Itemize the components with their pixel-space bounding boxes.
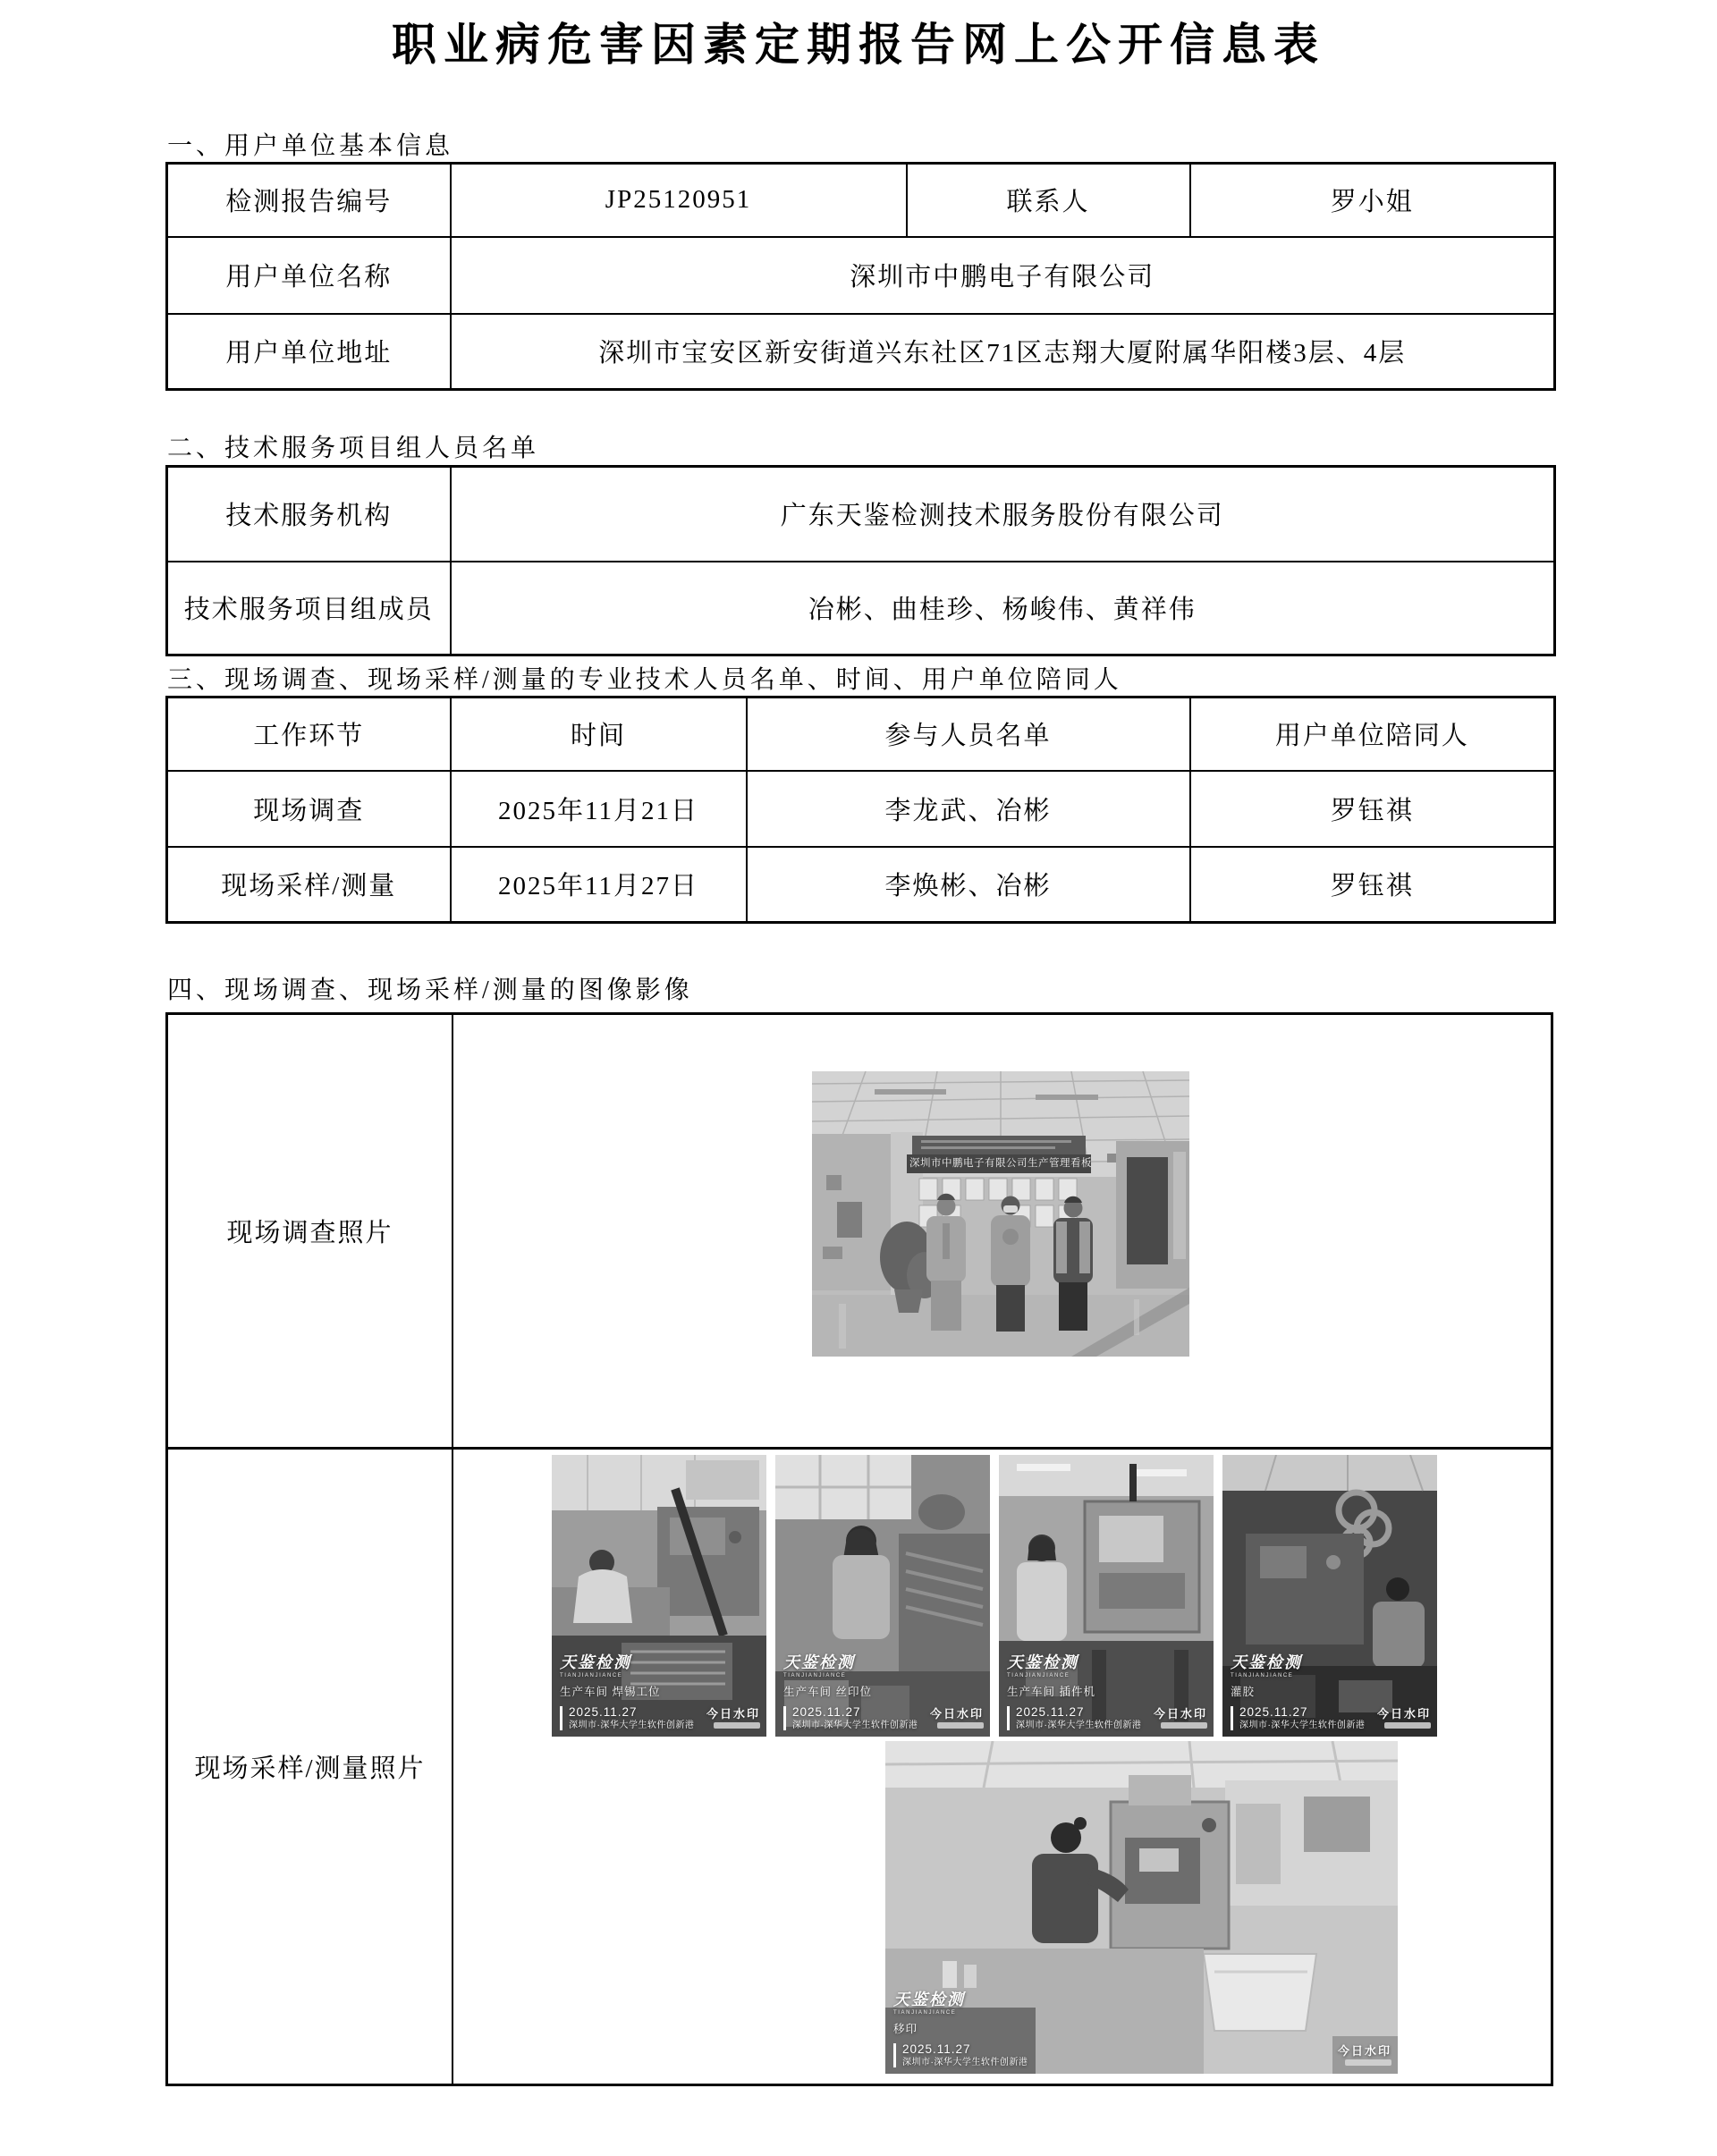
sampling-photo-cell xyxy=(453,1450,1551,2084)
service-team-table xyxy=(165,465,1556,656)
report-no-value: JP25120951 xyxy=(451,164,907,237)
corner-watermark xyxy=(1338,2045,1391,2066)
watermark-location: 深圳市·深华大学生软件创新港 xyxy=(1016,1721,1142,1730)
watermark xyxy=(1007,1654,1141,1730)
survey-photo-banner-text: 深圳市中鹏电子有限公司生产管理看板 xyxy=(909,1158,1092,1169)
watermark-date: 2025.11.27 xyxy=(1239,1704,1308,1719)
contact-value: 罗小姐 xyxy=(1190,164,1555,237)
watermark-location: 深圳市·深华大学生软件创新港 xyxy=(569,1721,695,1730)
corner-watermark-subline xyxy=(1384,1722,1431,1729)
corner-watermark-logo: 今日水印 xyxy=(1337,2044,1391,2058)
contact-label: 联系人 xyxy=(907,164,1190,237)
watermark-logo: 天鉴检测 xyxy=(560,1653,631,1671)
survey-photo-scene xyxy=(812,1071,1189,1357)
corner-watermark-subline xyxy=(1345,2059,1391,2066)
fieldwork-table xyxy=(165,696,1556,924)
header-escort: 用户单位陪同人 xyxy=(1190,698,1555,771)
watermark-logo-sub: TIANJIANJIANCE xyxy=(1007,1673,1070,1678)
watermark-logo: 天鉴检测 xyxy=(1007,1653,1078,1671)
header-people: 参与人员名单 xyxy=(747,698,1190,771)
row2-people: 李焕彬、冶彬 xyxy=(747,847,1190,923)
photo-table xyxy=(165,1012,1553,2086)
watermark-logo-sub: TIANJIANJIANCE xyxy=(560,1673,623,1678)
row1-date: 2025年11月21日 xyxy=(451,771,747,847)
watermark-caption: 生产车间 丝印位 xyxy=(783,1686,872,1698)
watermark-dateblock xyxy=(893,2043,1028,2068)
corner-watermark xyxy=(706,1708,760,1729)
corner-watermark xyxy=(1154,1708,1207,1729)
company-label: 用户单位名称 xyxy=(167,237,451,314)
watermark-logo: 天鉴检测 xyxy=(893,1991,965,2008)
row2-escort: 罗钰祺 xyxy=(1190,847,1555,923)
watermark-location: 深圳市·深华大学生软件创新港 xyxy=(792,1721,918,1730)
corner-watermark-logo: 今日水印 xyxy=(1376,1707,1431,1721)
sampling-photo-1 xyxy=(552,1455,766,1737)
row1-escort: 罗钰祺 xyxy=(1190,771,1555,847)
corner-watermark-subline xyxy=(937,1722,984,1729)
watermark xyxy=(783,1654,918,1730)
table-row xyxy=(167,562,1555,655)
watermark-logo-sub: TIANJIANJIANCE xyxy=(893,2010,957,2016)
members-label: 技术服务项目组成员 xyxy=(167,562,451,655)
table-row xyxy=(167,314,1555,390)
watermark xyxy=(1231,1654,1365,1730)
survey-photo-label: 现场调查照片 xyxy=(168,1015,453,1450)
watermark-location: 深圳市·深华大学生软件创新港 xyxy=(1239,1721,1366,1730)
watermark-dateblock xyxy=(1231,1706,1365,1731)
page-title: 职业病危害因素定期报告网上公开信息表 xyxy=(392,20,1325,70)
row1-step: 现场调查 xyxy=(167,771,451,847)
table-row xyxy=(167,164,1555,237)
watermark-date: 2025.11.27 xyxy=(902,2042,971,2056)
watermark-date: 2025.11.27 xyxy=(569,1704,638,1719)
table-header-row xyxy=(167,698,1555,771)
watermark-dateblock xyxy=(783,1706,918,1731)
section4-heading: 四、现场调查、现场采样/测量的图像影像 xyxy=(167,977,693,1004)
agency-value: 广东天鉴检测技术服务股份有限公司 xyxy=(451,467,1555,562)
watermark-logo-sub: TIANJIANJIANCE xyxy=(1231,1673,1294,1678)
section1-heading: 一、用户单位基本信息 xyxy=(167,132,454,160)
header-step: 工作环节 xyxy=(167,698,451,771)
section2-heading: 二、技术服务项目组人员名单 xyxy=(167,435,540,462)
sampling-photo-3 xyxy=(999,1455,1214,1737)
table-row xyxy=(167,847,1555,923)
sampling-photo-5 xyxy=(885,1741,1398,2074)
row2-step: 现场采样/测量 xyxy=(167,847,451,923)
sampling-photo-4 xyxy=(1222,1455,1437,1737)
survey-photo-cell xyxy=(453,1015,1551,1450)
agency-label: 技术服务机构 xyxy=(167,467,451,562)
watermark-caption: 生产车间 插件机 xyxy=(1007,1686,1095,1698)
report-no-label: 检测报告编号 xyxy=(167,164,451,237)
watermark-logo: 天鉴检测 xyxy=(783,1653,855,1671)
members-value: 冶彬、曲桂珍、杨峻伟、黄祥伟 xyxy=(451,562,1555,655)
watermark-caption: 灌胶 xyxy=(1231,1686,1256,1698)
row1-people: 李龙武、冶彬 xyxy=(747,771,1190,847)
watermark xyxy=(893,1991,1028,2067)
corner-watermark-logo: 今日水印 xyxy=(1153,1707,1207,1721)
corner-watermark xyxy=(930,1708,984,1729)
company-value: 深圳市中鹏电子有限公司 xyxy=(451,237,1555,314)
watermark-dateblock xyxy=(1007,1706,1141,1731)
watermark-date: 2025.11.27 xyxy=(1016,1704,1085,1719)
row2-date: 2025年11月27日 xyxy=(451,847,747,923)
corner-watermark xyxy=(1377,1708,1431,1729)
table-row xyxy=(167,467,1555,562)
watermark-logo-sub: TIANJIANJIANCE xyxy=(783,1673,847,1678)
table-row xyxy=(167,771,1555,847)
watermark xyxy=(560,1654,694,1730)
corner-watermark-subline xyxy=(714,1722,760,1729)
address-label: 用户单位地址 xyxy=(167,314,451,390)
survey-photo xyxy=(812,1071,1189,1357)
section3-heading: 三、现场调查、现场采样/测量的专业技术人员名单、时间、用户单位陪同人 xyxy=(167,666,1122,694)
header-date: 时间 xyxy=(451,698,747,771)
watermark-location: 深圳市·深华大学生软件创新港 xyxy=(902,2058,1028,2067)
watermark-caption: 移印 xyxy=(893,2023,918,2035)
watermark-date: 2025.11.27 xyxy=(792,1704,861,1719)
sampling-photo-2 xyxy=(775,1455,990,1737)
corner-watermark-logo: 今日水印 xyxy=(706,1707,760,1721)
basic-info-table xyxy=(165,162,1556,391)
corner-watermark-logo: 今日水印 xyxy=(929,1707,984,1721)
table-row xyxy=(167,237,1555,314)
watermark-logo: 天鉴检测 xyxy=(1231,1653,1302,1671)
watermark-dateblock xyxy=(560,1706,694,1731)
watermark-caption: 生产车间 焊锡工位 xyxy=(560,1686,661,1698)
corner-watermark-subline xyxy=(1161,1722,1207,1729)
address-value: 深圳市宝安区新安街道兴东社区71区志翔大厦附属华阳楼3层、4层 xyxy=(451,314,1555,390)
sampling-photo-label: 现场采样/测量照片 xyxy=(168,1450,453,2084)
